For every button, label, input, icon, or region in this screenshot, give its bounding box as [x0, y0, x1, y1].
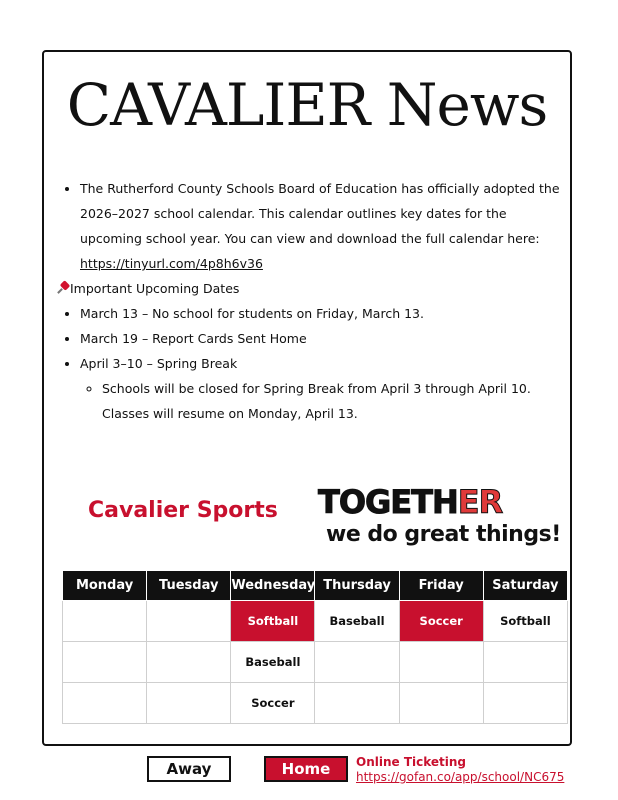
schedule-cell: [315, 683, 399, 724]
spring-break-note: ◦ Schools will be closed for Spring Break from April 3 through April 10. Classes will resume on Monday, April 13.: [102, 376, 566, 426]
day-header: Wednesday: [231, 571, 315, 601]
schedule-cell: Baseball: [231, 642, 315, 683]
schedule-cell: [147, 683, 231, 724]
sports-schedule-table: [62, 570, 568, 724]
schedule-cell: Soccer: [399, 601, 483, 642]
schedule-cell: Softball: [231, 601, 315, 642]
slogan-black: TOGETH: [318, 483, 458, 521]
table-row: [63, 683, 568, 724]
pushpin-icon: [58, 282, 70, 294]
schedule-cell: Softball: [483, 601, 567, 642]
schedule-header-row: [63, 571, 568, 601]
schedule-cell: [483, 683, 567, 724]
schedule-cell: [63, 683, 147, 724]
day-header: Friday: [399, 571, 483, 601]
day-header: Saturday: [483, 571, 567, 601]
table-row: [63, 601, 568, 642]
announcement-list: [58, 176, 566, 276]
dates-heading-label: Important Upcoming Dates: [70, 281, 240, 296]
ticketing-title: Online Ticketing: [356, 755, 467, 769]
ticketing-link[interactable]: https://gofan.co/app/school/NC675: [356, 770, 565, 784]
day-header: Monday: [63, 571, 147, 601]
dates-heading: [58, 276, 566, 301]
day-header: Thursday: [315, 571, 399, 601]
schedule-cell: [147, 601, 231, 642]
calendar-link[interactable]: https://tinyurl.com/4p8h6v36: [80, 256, 263, 271]
newsletter-card: [42, 50, 572, 746]
newsletter-title: CAVALIER News: [66, 71, 548, 139]
dates-list: [58, 301, 566, 426]
date-item-spring-break: [80, 351, 566, 426]
slogan-line2: we do great things!: [326, 522, 561, 547]
schedule-cell: Soccer: [231, 683, 315, 724]
date-item: • March 13 – No school for students on Friday, March 13.: [80, 301, 566, 326]
schedule-cell: [147, 642, 231, 683]
schedule-cell: [399, 683, 483, 724]
schedule-cell: [399, 642, 483, 683]
sports-title: Cavalier Sports: [88, 498, 278, 523]
slogan-line1: [318, 484, 534, 520]
date-item: • March 19 – Report Cards Sent Home: [80, 326, 566, 351]
schedule-cell: [63, 601, 147, 642]
schedule-cell: [315, 642, 399, 683]
schedule-cell: Baseball: [315, 601, 399, 642]
date-item-label: April 3–10 – Spring Break: [80, 356, 238, 371]
table-row: [63, 642, 568, 683]
home-legend: Home: [264, 756, 348, 782]
away-legend: Away: [147, 756, 231, 782]
schedule-cell: [483, 642, 567, 683]
slogan-red: ER: [457, 483, 503, 521]
newsletter-body: [58, 176, 566, 426]
spring-break-sublist: [80, 376, 566, 426]
together-logo: [318, 483, 561, 556]
day-header: Tuesday: [147, 571, 231, 601]
calendar-text: The Rutherford County Schools Board of Education has officially adopted the 2026–2027 school calendar. This calendar outlines key dates for the upcoming school year. You can view and download the full calendar here:: [80, 181, 560, 246]
calendar-announcement: [80, 176, 566, 276]
schedule-cell: [63, 642, 147, 683]
